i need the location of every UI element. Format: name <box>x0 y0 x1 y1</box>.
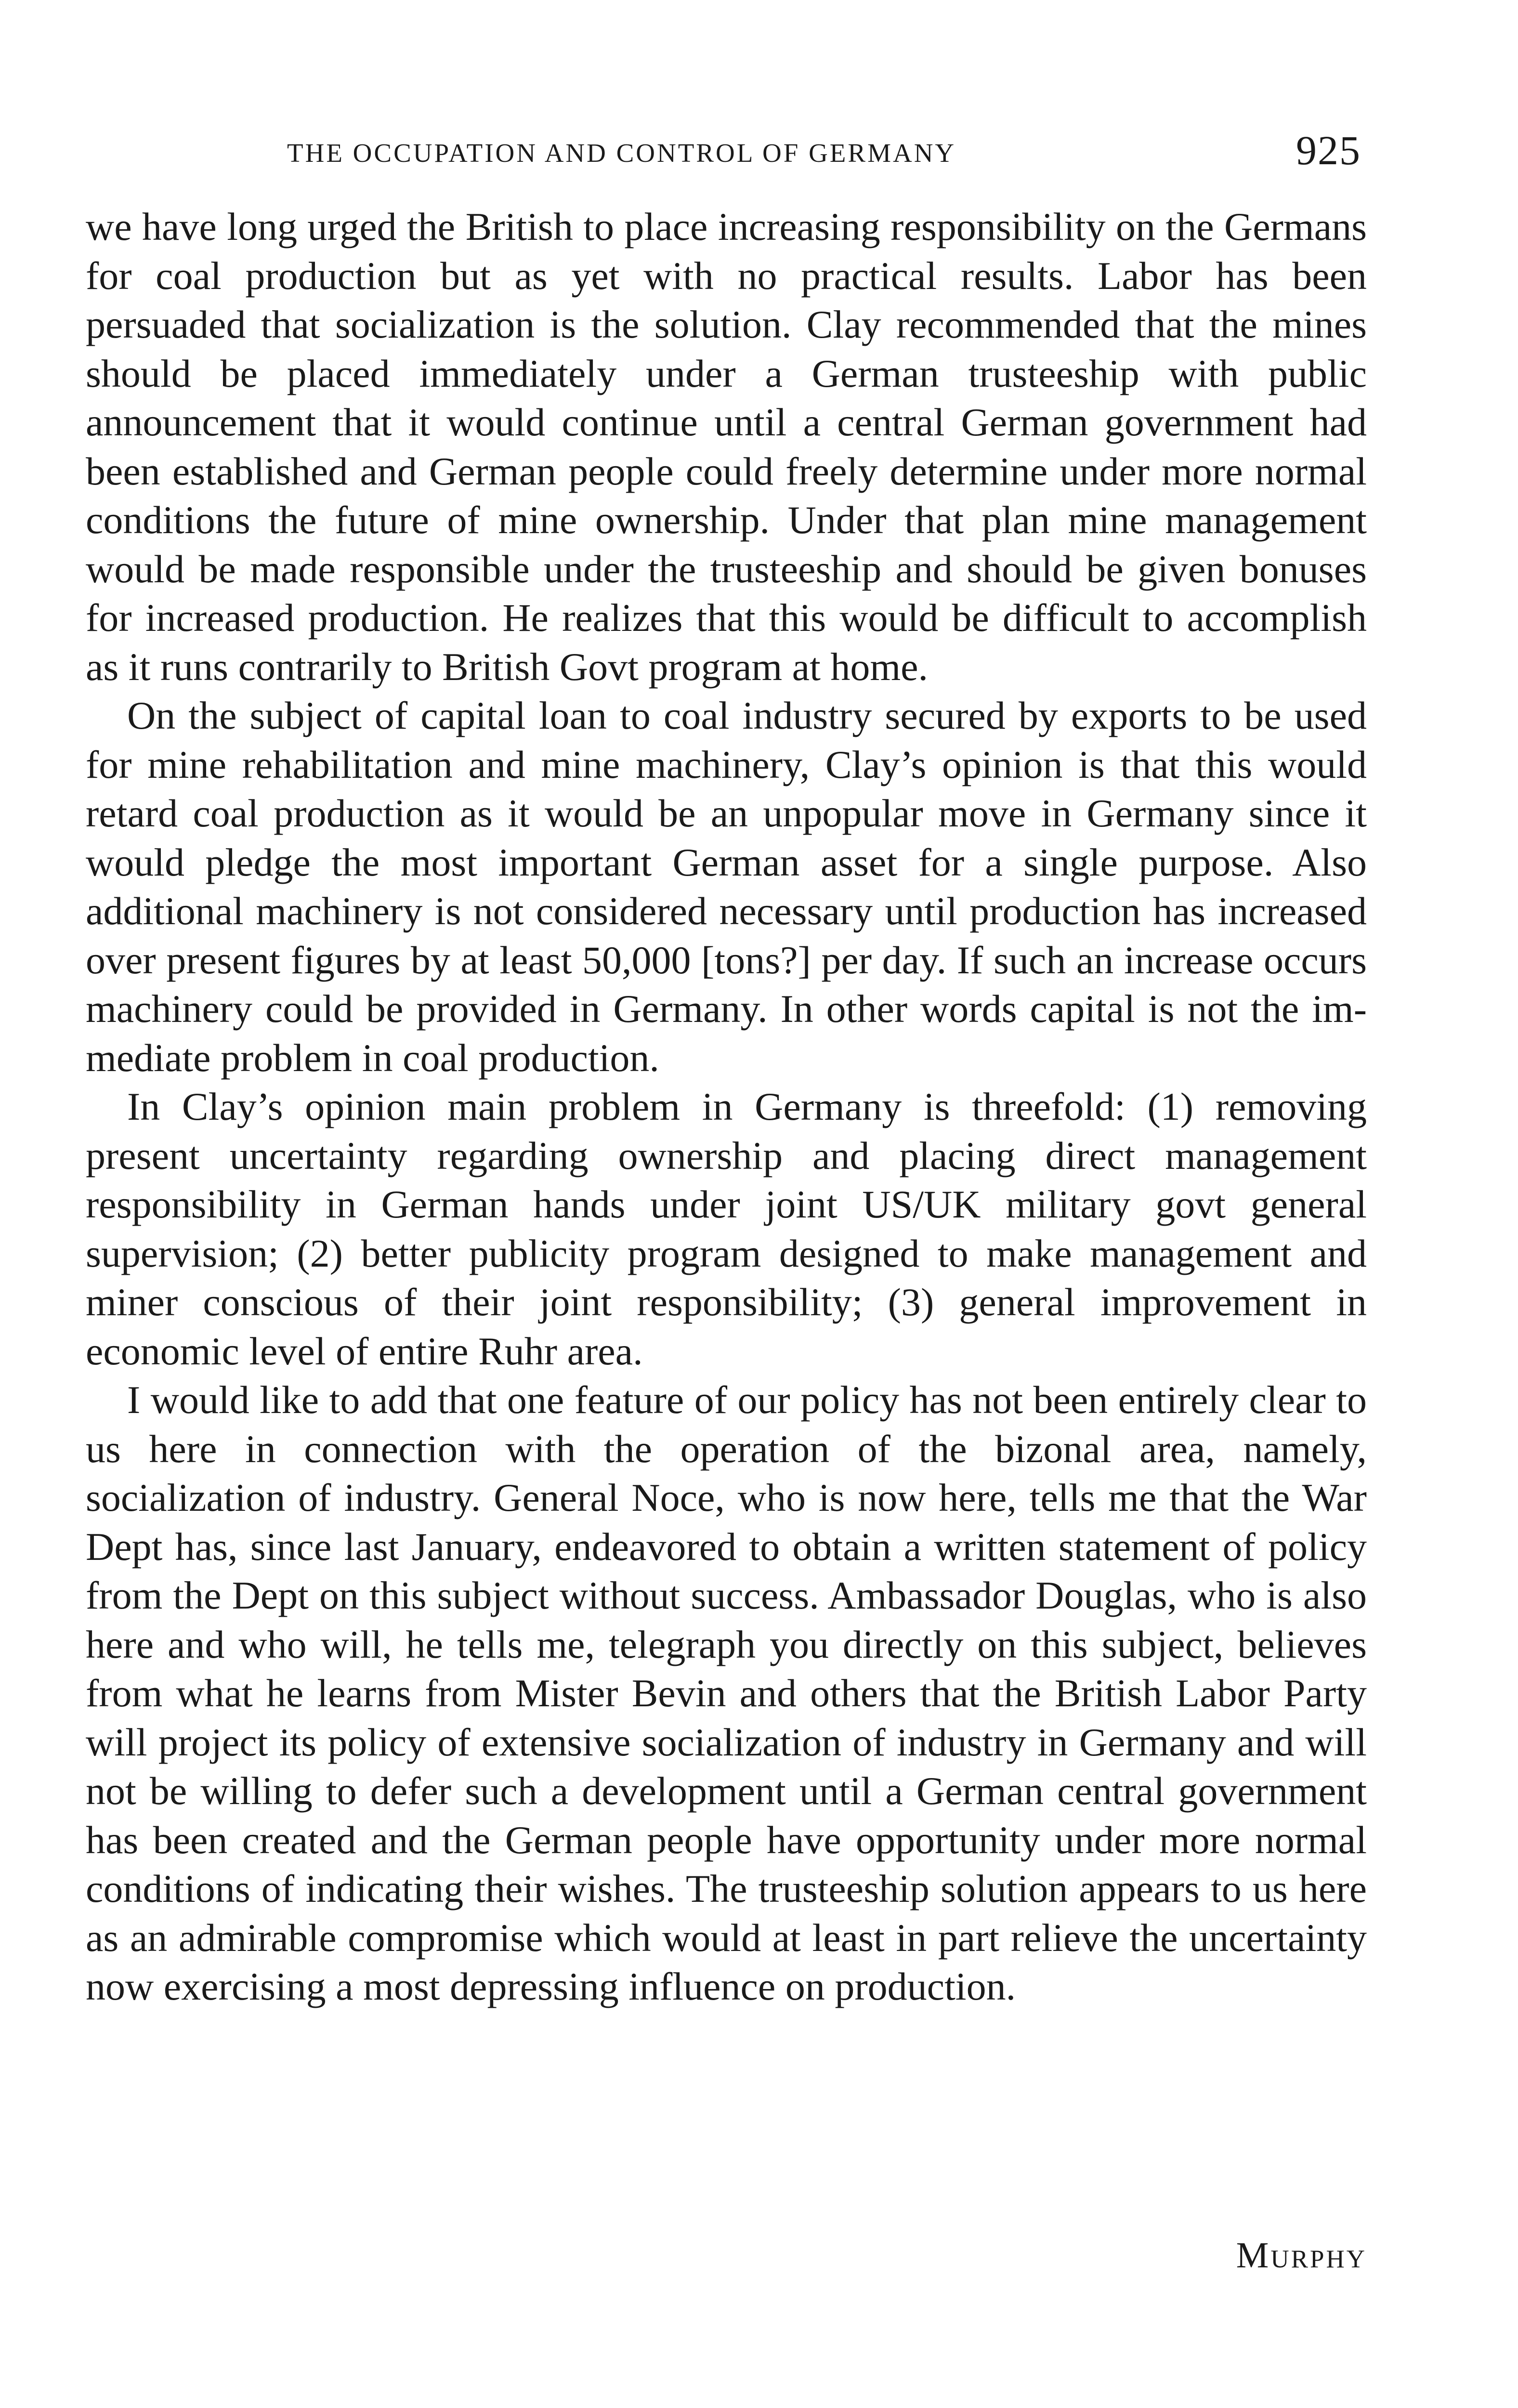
body-text <box>86 202 1367 2011</box>
running-title: THE OCCUPATION AND CONTROL OF GERMANY <box>287 138 956 168</box>
page-number: 925 <box>1296 127 1361 173</box>
paragraph: I would like to add that one feature of our policy has not been entirely clear to us here in connection with the operation of the bizonal area, namely, socialization of industry. General Noce, who is now here, tells me that the War Dept has, since last January, endeavored to obtain a written statement of policy from the Dept on this subject without success. Ambassador Douglas, who is also here and who will, he tells me, telegraph you directly on this subject, believes from what he learns from Mister Bevin and others that the British Labor Party will project its policy of extensive socialization of industry in Germany and will not be willing to defer such a development until a German central government has been created and the German people have opportunity under more normal conditions of indicating their wishes. The trusteeship solution appears to us here as an admirable compromise which would at least in part relieve the uncertainty now exercising a most depressing influence on production. <box>86 1378 1367 2008</box>
running-head <box>86 126 1367 179</box>
signature: Murphy <box>1236 2235 1367 2276</box>
paragraph: On the subject of capital loan to coal industry secured by exports to be used for mine rehabilitation and mine machinery, Clay’s opinion is that this would retard coal production as it would be an unpopular move in Germany since it would pledge the most important German asset for a single purpose. Also additional machinery is not considered necessary until production has increased over present figures by at least 50,000 [tons?] per day. If such an increase occurs machinery could be provided in Germany. In other words capital is not the immediate problem in coal production. <box>86 694 1367 1080</box>
paragraph: In Clay’s opinion main problem in Germany is threefold: (1) removing present uncertainty regarding ownership and placing direct management responsibility in German hands under joint US/UK military govt general supervision; (2) better publicity program designed to make management and miner conscious of their joint responsibility; (3) general improvement in economic level of entire Ruhr area. <box>86 1085 1367 1373</box>
paragraph: we have long urged the British to place increasing responsibility on the Germans for coal production but as yet with no practical results. Labor has been persuaded that socialization is the solution. Clay recommended that the mines should be placed immediately under a German trusteeship with public announcement that it would continue until a central German government had been established and German people could freely determine under more normal conditions the future of mine ownership. Under that plan mine management would be made responsible under the trusteeship and should be given bonuses for increased production. He realizes that this would be difficult to accomplish as it runs contrarily to British Govt program at home. <box>86 205 1367 689</box>
